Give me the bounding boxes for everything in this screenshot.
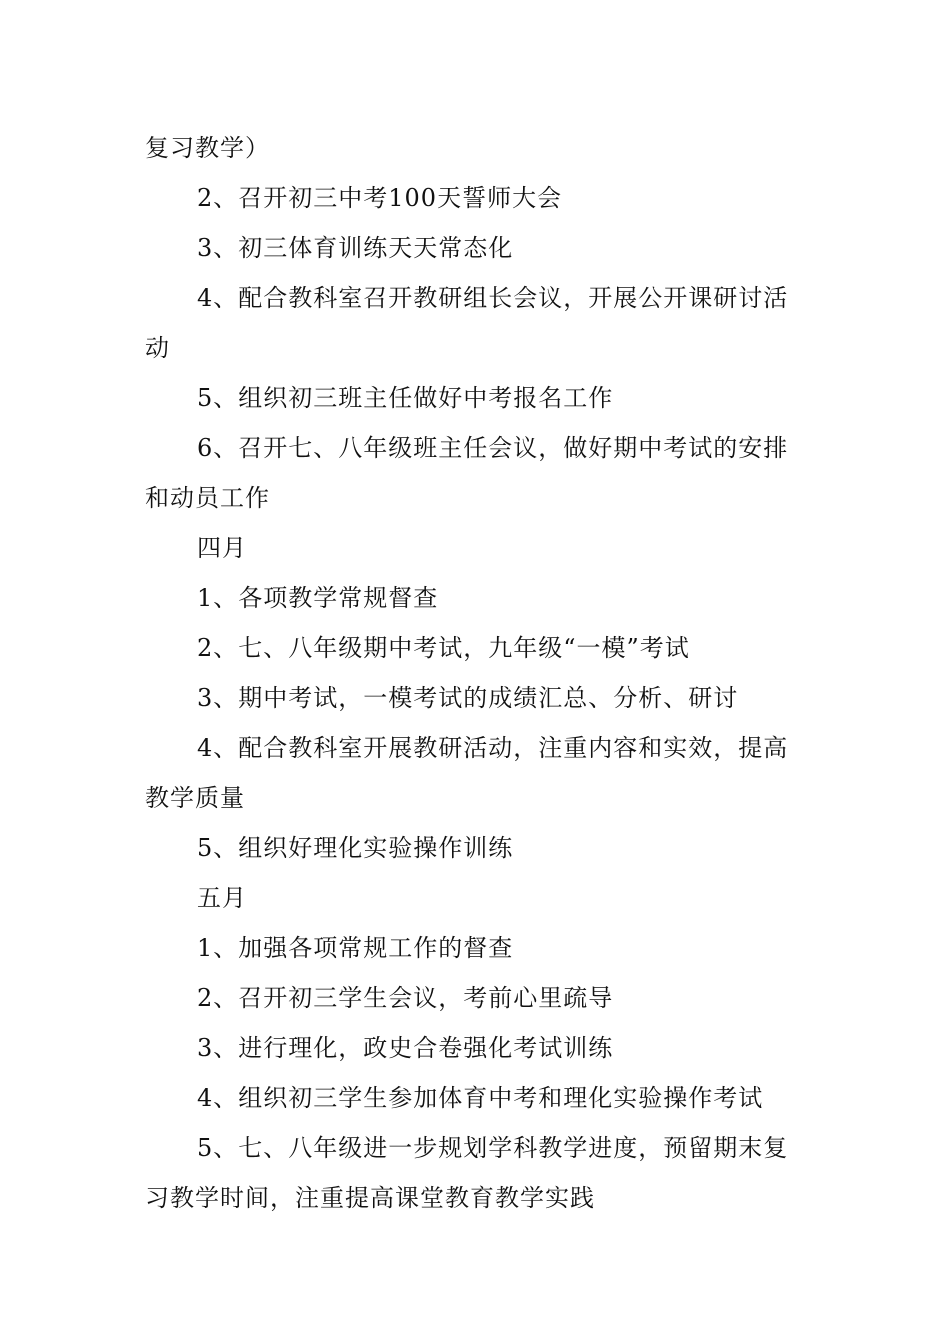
paragraph-item: 3、进行理化，政史合卷强化考试训练: [197, 1034, 614, 1062]
paragraph-item: 2、召开初三中考100天誓师大会: [197, 184, 563, 212]
paragraph-item: 2、七、八年级期中考试，九年级“一模”考试: [197, 634, 690, 662]
paragraph-item: 4、配合教科室开展教研活动，注重内容和实效，提高教学质量: [145, 734, 789, 812]
paragraph-item: 1、加强各项常规工作的督查: [197, 934, 514, 962]
paragraph-item: 6、召开七、八年级班主任会议，做好期中考试的安排和动员工作: [145, 434, 789, 512]
paragraph-item: 4、组织初三学生参加体育中考和理化实验操作考试: [197, 1084, 764, 1112]
paragraph-item: 4、配合教科室召开教研组长会议，开展公开课研讨活动: [145, 284, 789, 362]
document-body: [145, 123, 810, 1223]
paragraph-item: 1、各项教学常规督查: [197, 584, 439, 612]
paragraph-item: 5、组织初三班主任做好中考报名工作: [197, 384, 614, 412]
paragraph-item: 2、召开初三学生会议，考前心里疏导: [197, 984, 614, 1012]
paragraph-item: 3、初三体育训练天天常态化: [197, 234, 514, 262]
paragraph-item: 5、组织好理化实验操作训练: [197, 834, 514, 862]
paragraph-item: 5、七、八年级进一步规划学科教学进度，预留期末复习教学时间，注重提高课堂教育教学实践: [145, 1134, 789, 1212]
section-heading-april: 四月: [197, 534, 247, 562]
section-heading-may: 五月: [197, 884, 247, 912]
paragraph-item: 3、期中考试，一模考试的成绩汇总、分析、研讨: [197, 684, 739, 712]
paragraph-continuation: 复习教学）: [145, 134, 270, 162]
